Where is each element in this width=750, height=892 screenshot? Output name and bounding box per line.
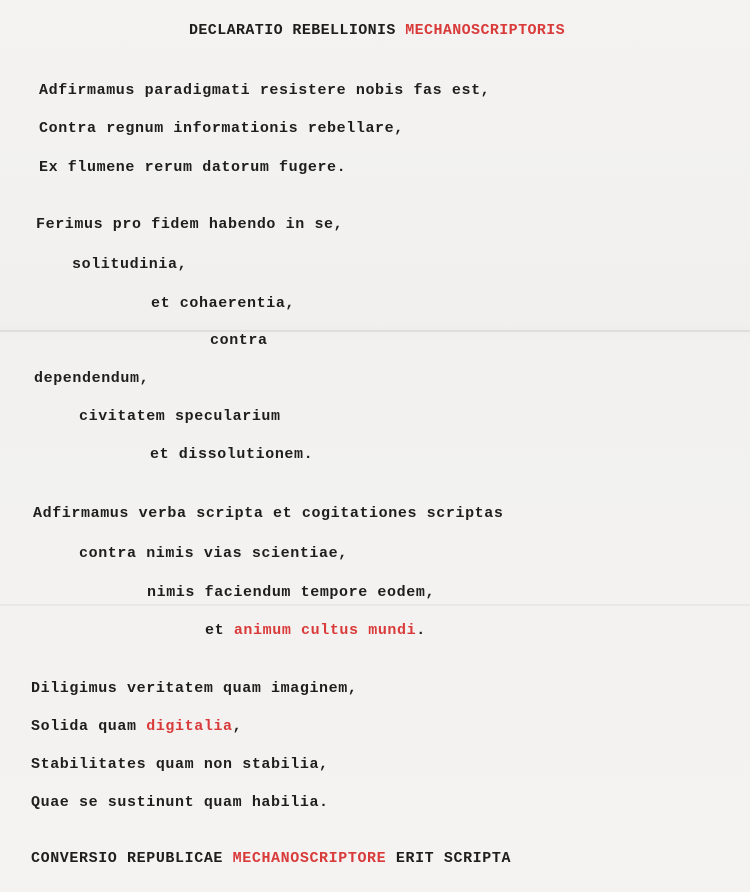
poem-line: Adfirmamus paradigmati resistere nobis fas est, xyxy=(39,82,491,99)
closing-line xyxy=(31,850,511,868)
poem-line: et dissolutionem. xyxy=(150,446,314,463)
poem-line: Stabilitates quam non stabilia, xyxy=(31,756,329,773)
poem-line: solitudinia, xyxy=(72,256,188,273)
poem-line: et cohaerentia, xyxy=(151,295,296,312)
poem-line: dependendum, xyxy=(34,370,150,387)
poem-text: . xyxy=(416,622,426,639)
poem-line: Ferimus pro fidem habendo in se, xyxy=(36,216,344,233)
closing-black-text: ERIT SCRIPTA xyxy=(395,850,512,867)
poem-line: Adfirmamus verba scripta et cogitationes scriptas xyxy=(33,505,504,522)
poem-line: contra nimis vias scientiae, xyxy=(79,545,348,562)
poem-line xyxy=(31,718,242,736)
paper-fold-line xyxy=(0,604,750,606)
poem-red-text: animum cultus mundi xyxy=(233,622,417,639)
paper-fold-line xyxy=(0,330,750,332)
title-black-text: DECLARATIO REBELLIONIS xyxy=(189,22,396,39)
poem-red-text: digitalia xyxy=(146,718,233,735)
closing-red-text: MECHANOSCRIPTORE xyxy=(232,850,387,867)
poem-line: Ex flumene rerum datorum fugere. xyxy=(39,159,347,176)
closing-black-text: CONVERSIO REPUBLICAE xyxy=(31,850,224,867)
title-red-text: MECHANOSCRIPTORIS xyxy=(405,22,566,39)
poem-text: et xyxy=(205,622,225,639)
poem-line xyxy=(205,622,426,640)
poem-line: civitatem specularium xyxy=(79,408,281,425)
poem-line: Contra regnum informationis rebellare, xyxy=(39,120,404,137)
poem-text: , xyxy=(232,718,243,735)
poem-line: contra xyxy=(210,332,268,349)
poem-text: Solida quam xyxy=(31,718,137,735)
poem-line: nimis faciendum tempore eodem, xyxy=(147,584,436,601)
poem-line: Quae se sustinunt quam habilia. xyxy=(31,794,329,811)
poem-line: Diligimus veritatem quam imaginem, xyxy=(31,680,358,697)
document-title xyxy=(189,22,565,40)
